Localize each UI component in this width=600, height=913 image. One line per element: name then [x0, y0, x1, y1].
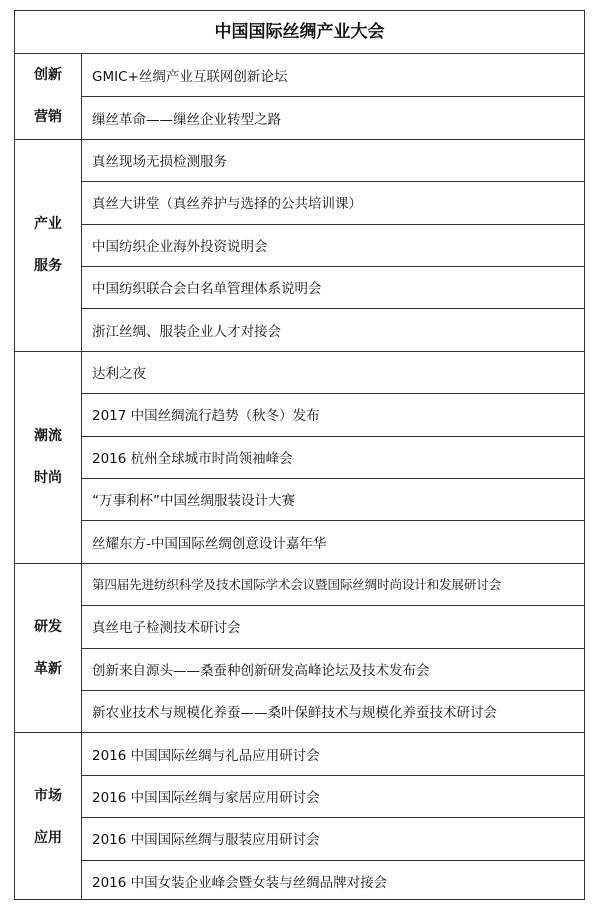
event-item: GMIC+丝绸产业互联网创新论坛: [92, 69, 288, 86]
event-item: 第四届先进纺织科学及技术国际学术会议暨国际丝绸时尚设计和发展研讨会: [92, 577, 501, 593]
event-item: 中国纺织联合会白名单管理体系说明会: [92, 281, 322, 298]
category-label: [15, 563, 81, 733]
event-item: 新农业技术与规模化养蚕——桑叶保鲜技术与规模化养蚕技术研讨会: [92, 705, 497, 722]
event-item: 2016 中国女装企业峰会暨女装与丝绸品牌对接会: [92, 874, 388, 891]
event-item: 2016 杭州全球城市时尚领袖峰会: [92, 450, 293, 467]
event-item: 真丝现场无损检测服务: [92, 153, 227, 170]
event-item: 真丝大讲堂（真丝养护与选择的公共培训课）: [92, 196, 362, 213]
event-item: 真丝电子检测技术研讨会: [92, 620, 241, 637]
event-item: 2016 中国国际丝绸与家居应用研讨会: [92, 789, 320, 806]
category-label-line: 营销: [34, 109, 62, 126]
category-label-line: 革新: [34, 660, 62, 677]
category-label-line: 应用: [34, 830, 62, 847]
event-item: 2016 中国国际丝绸与礼品应用研讨会: [92, 747, 320, 764]
category-label-line: 研发: [34, 618, 62, 635]
conference-table: [14, 10, 585, 900]
category-label-line: 潮流: [34, 427, 62, 444]
event-item: 缫丝革命——缫丝企业转型之路: [92, 111, 281, 128]
section-3: [15, 351, 584, 563]
section-5: [15, 732, 584, 902]
section-4: [15, 563, 584, 733]
category-label: [15, 139, 81, 351]
category-label-line: 产业: [34, 215, 62, 232]
event-item: 2016 中国国际丝绸与服装应用研讨会: [92, 832, 320, 849]
category-label: [15, 732, 81, 902]
category-label-line: 创新: [34, 67, 62, 84]
event-item: 浙江丝绸、服装企业人才对接会: [92, 323, 281, 340]
event-item: 达利之夜: [92, 365, 146, 382]
event-item: 2017 中国丝绸流行趋势（秋冬）发布: [92, 408, 320, 425]
table-body: [15, 54, 584, 899]
category-label: [15, 54, 81, 139]
event-item: 中国纺织企业海外投资说明会: [92, 238, 268, 255]
event-item: 创新来自源头——桑蚕种创新研发高峰论坛及技术发布会: [92, 662, 430, 679]
category-label-line: 时尚: [34, 469, 62, 486]
event-item: “万事利杯”中国丝绸服装设计大赛: [92, 493, 295, 510]
category-label-line: 服务: [34, 257, 62, 274]
event-item: 丝耀东方-中国国际丝绸创意设计嘉年华: [92, 535, 327, 552]
category-label-line: 市场: [34, 788, 62, 805]
category-label: [15, 351, 81, 563]
section-2: [15, 139, 584, 351]
table-title: 中国国际丝绸产业大会: [15, 11, 584, 54]
section-1: [15, 54, 584, 139]
